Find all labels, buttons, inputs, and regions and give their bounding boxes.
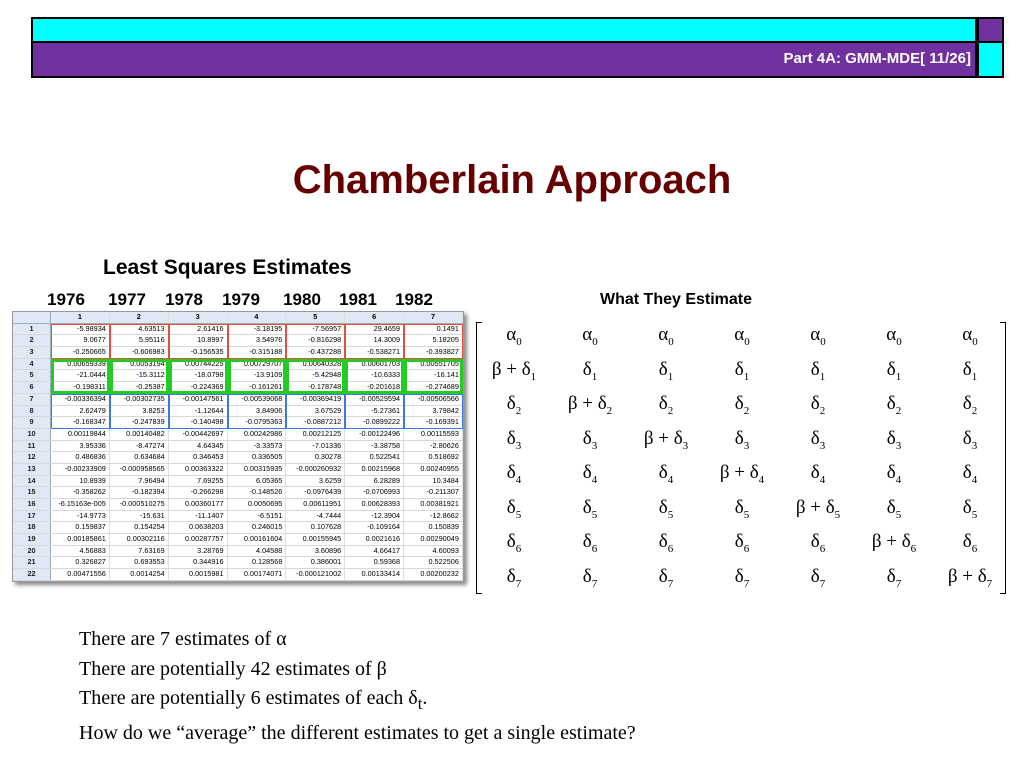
table-cell[interactable]: -13.9109 — [228, 370, 287, 381]
row-header[interactable]: 12 — [13, 452, 51, 463]
row-header[interactable]: 17 — [13, 511, 51, 522]
table-cell[interactable]: 4.60093 — [404, 546, 463, 557]
table-cell[interactable]: -0.00336394 — [51, 394, 110, 405]
table-cell[interactable]: -0.00302735 — [110, 394, 169, 405]
table-row — [13, 487, 463, 499]
table-cell[interactable]: 0.00381921 — [404, 499, 463, 510]
table-cell[interactable]: 0.00133414 — [345, 569, 404, 580]
least-squares-title: Least Squares Estimates — [103, 256, 352, 279]
table-cell[interactable]: -0.201618 — [345, 382, 404, 393]
table-cell[interactable]: 2.62479 — [51, 406, 110, 417]
matrix-cell: $\delta_1$ — [886, 358, 902, 383]
table-row — [13, 394, 463, 406]
table-cell[interactable]: -0.00122496 — [345, 429, 404, 440]
table-cell[interactable]: 4.64345 — [169, 441, 228, 452]
table-cell[interactable]: 0.00363322 — [169, 464, 228, 475]
table-cell[interactable]: -0.148526 — [228, 487, 287, 498]
table-row — [13, 499, 463, 511]
matrix-cell: $\delta_2$ — [962, 393, 978, 417]
table-row — [13, 370, 463, 382]
matrix-cell: $\delta_4$ — [886, 462, 902, 486]
table-cell[interactable]: -0.274689 — [404, 382, 463, 393]
table-cell[interactable]: 0.59368 — [345, 557, 404, 568]
table-cell[interactable]: -0.00529594 — [345, 394, 404, 405]
matrix-cell: $\delta_3$ — [582, 427, 598, 452]
table-cell[interactable]: -0.140498 — [169, 417, 228, 428]
matrix-cell: $\delta_1$ — [810, 358, 826, 383]
note-line-4: How do we “average” the different estimates to get a single estimate? — [79, 721, 636, 744]
matrix-cell: $\delta_5$ — [886, 496, 902, 521]
matrix-cell: $\delta_6$ — [962, 531, 978, 555]
table-cell[interactable]: 0.00659339 — [51, 359, 110, 370]
table-cell[interactable]: 0.00212125 — [286, 429, 345, 440]
table-cell[interactable]: -0.00442697 — [169, 429, 228, 440]
table-cell[interactable]: -18.0798 — [169, 370, 228, 381]
table-cell[interactable]: 0.00155945 — [286, 534, 345, 545]
table-row — [13, 511, 463, 523]
year-label: 1978 — [165, 290, 203, 309]
row-header[interactable]: 5 — [13, 370, 51, 381]
table-cell[interactable]: -12.8662 — [404, 511, 463, 522]
matrix-cell: $\beta + \delta_6$ — [871, 531, 917, 555]
table-cell[interactable]: 0.518692 — [404, 452, 463, 463]
table-cell[interactable]: -0.211307 — [404, 487, 463, 498]
table-cell[interactable]: 3.60896 — [286, 546, 345, 557]
row-header[interactable]: 19 — [13, 534, 51, 545]
matrix-cell: $\delta_1$ — [962, 358, 978, 383]
year-label: 1980 — [283, 290, 321, 309]
row-header[interactable]: 13 — [13, 464, 51, 475]
row-header[interactable]: 8 — [13, 406, 51, 417]
table-cell[interactable]: 0.159837 — [51, 522, 110, 533]
table-cell[interactable]: 3.67529 — [286, 406, 345, 417]
year-label: 1979 — [222, 290, 260, 309]
table-cell[interactable]: 5.95116 — [110, 335, 169, 346]
table-row — [13, 417, 463, 429]
table-cell[interactable]: 14.3009 — [345, 335, 404, 346]
matrix-cell: $\delta_3$ — [962, 427, 978, 452]
table-cell[interactable]: -0.000510275 — [110, 499, 169, 510]
table-cell[interactable]: 0.0050695 — [228, 499, 287, 510]
table-cell[interactable]: 0.344916 — [169, 557, 228, 568]
column-header[interactable]: 6 — [345, 312, 404, 323]
table-cell[interactable]: -4.7444 — [286, 511, 345, 522]
table-cell[interactable]: -8.47274 — [110, 441, 169, 452]
table-row — [13, 359, 463, 371]
column-header[interactable]: 5 — [286, 312, 345, 323]
matrix-cell: $\delta_5$ — [658, 496, 674, 521]
year-label: 1976 — [47, 290, 85, 309]
row-header[interactable]: 7 — [13, 394, 51, 405]
table-row — [13, 406, 463, 418]
spreadsheet — [12, 311, 464, 582]
table-cell[interactable]: 7.96494 — [110, 476, 169, 487]
table-cell[interactable]: -7.56957 — [286, 324, 345, 335]
matrix-cell: $\delta_3$ — [506, 427, 522, 452]
header-bar — [31, 43, 977, 78]
column-header[interactable]: 4 — [228, 312, 287, 323]
table-cell[interactable]: -0.00147561 — [169, 394, 228, 405]
column-header[interactable]: 1 — [51, 312, 110, 323]
matrix-cell: $\beta + \delta_4$ — [719, 462, 765, 486]
table-cell[interactable]: -15.3112 — [110, 370, 169, 381]
table-cell[interactable]: 10.8997 — [169, 335, 228, 346]
table-cell[interactable]: -0.109164 — [345, 522, 404, 533]
table-cell[interactable]: -2.80626 — [404, 441, 463, 452]
matrix-cell: $\delta_5$ — [506, 496, 522, 521]
row-header[interactable]: 2 — [13, 335, 51, 346]
row-header[interactable]: 6 — [13, 382, 51, 393]
table-cell[interactable]: 3.8253 — [110, 406, 169, 417]
table-cell[interactable]: 0.00360177 — [169, 499, 228, 510]
year-label: 1977 — [108, 290, 146, 309]
table-cell[interactable]: -0.000958565 — [110, 464, 169, 475]
table-row — [13, 464, 463, 476]
table-cell[interactable]: 3.28769 — [169, 546, 228, 557]
year-label: 1982 — [395, 290, 433, 309]
row-header[interactable]: 4 — [13, 359, 51, 370]
matrix-cell: $\delta_4$ — [582, 462, 598, 486]
table-cell[interactable]: -0.156535 — [169, 347, 228, 358]
table-cell[interactable]: 0.00471556 — [51, 569, 110, 580]
table-cell[interactable]: 0.00215968 — [345, 464, 404, 475]
matrix-cell: $\delta_7$ — [886, 565, 902, 590]
matrix-cell: $\delta_7$ — [506, 565, 522, 590]
table-cell[interactable]: -0.198311 — [51, 382, 110, 393]
column-header[interactable]: 2 — [110, 312, 169, 323]
table-cell[interactable]: -0.000121002 — [286, 569, 345, 580]
matrix-cell: $\delta_1$ — [582, 358, 598, 383]
table-row — [13, 557, 463, 569]
note-line-1: There are 7 estimates of α — [79, 628, 287, 650]
header-top-square — [977, 17, 1004, 43]
table-row — [13, 476, 463, 488]
row-header[interactable]: 21 — [13, 557, 51, 568]
table-cell[interactable]: 0.0021616 — [345, 534, 404, 545]
table-cell[interactable]: -3.33573 — [228, 441, 287, 452]
matrix-cell: $\delta_4$ — [506, 462, 522, 486]
table-cell[interactable]: -0.266298 — [169, 487, 228, 498]
table-cell[interactable]: 0.00551705 — [404, 359, 463, 370]
table-cell[interactable]: 0.30278 — [286, 452, 345, 463]
table-cell[interactable]: 0.00611951 — [286, 499, 345, 510]
table-cell[interactable]: -11.1407 — [169, 511, 228, 522]
matrix-cell: $\delta_1$ — [658, 358, 674, 383]
table-cell[interactable]: -6.5151 — [228, 511, 287, 522]
table-cell[interactable]: -0.393827 — [404, 347, 463, 358]
table-cell[interactable]: 0.00140482 — [110, 429, 169, 440]
table-cell[interactable]: 0.00119844 — [51, 429, 110, 440]
table-cell[interactable]: -0.00506566 — [404, 394, 463, 405]
table-row — [13, 569, 463, 581]
table-cell[interactable]: -0.437288 — [286, 347, 345, 358]
row-header[interactable]: 16 — [13, 499, 51, 510]
matrix-cell: $\delta_3$ — [734, 427, 750, 452]
row-header[interactable]: 1 — [13, 324, 51, 335]
row-header[interactable]: 9 — [13, 417, 51, 428]
table-cell[interactable]: 0.00200232 — [404, 569, 463, 580]
header-bar-square — [977, 43, 1004, 78]
table-cell[interactable]: -0.178748 — [286, 382, 345, 393]
table-cell[interactable]: 7.63169 — [110, 546, 169, 557]
table-cell[interactable]: 0.00640328 — [286, 359, 345, 370]
table-row — [13, 546, 463, 558]
year-label: 1981 — [339, 290, 377, 309]
note-line-2: There are potentially 42 estimates of β — [79, 657, 387, 680]
row-header[interactable]: 22 — [13, 569, 51, 580]
notes — [79, 625, 636, 748]
matrix-cell: $\delta_7$ — [810, 565, 826, 590]
table-cell[interactable]: -0.161261 — [228, 382, 287, 393]
table-cell[interactable]: 6.05365 — [228, 476, 287, 487]
header-top-bar — [31, 17, 977, 43]
matrix-cell: $\delta_5$ — [582, 496, 598, 521]
row-header[interactable]: 15 — [13, 487, 51, 498]
table-cell[interactable]: 0.336505 — [228, 452, 287, 463]
table-cell[interactable]: -0.000260932 — [286, 464, 345, 475]
matrix-cell: $\alpha_0$ — [810, 324, 826, 348]
table-cell[interactable]: -0.0706993 — [345, 487, 404, 498]
row-header[interactable]: 3 — [13, 347, 51, 358]
matrix-cell: $\alpha_0$ — [962, 324, 978, 348]
row-header[interactable]: 14 — [13, 476, 51, 487]
matrix-cell: $\delta_2$ — [506, 393, 522, 417]
slide-title: Chamberlain Approach — [292, 158, 732, 202]
table-cell[interactable]: 0.00240955 — [404, 464, 463, 475]
table-cell[interactable]: -0.538271 — [345, 347, 404, 358]
table-cell[interactable]: -10.6333 — [345, 370, 404, 381]
year-labels — [12, 290, 468, 310]
row-header[interactable]: 10 — [13, 429, 51, 440]
matrix-cell: $\delta_7$ — [582, 565, 598, 590]
matrix-cell: $\delta_3$ — [810, 427, 826, 452]
table-cell[interactable]: -0.00369419 — [286, 394, 345, 405]
matrix-cell: $\alpha_0$ — [734, 324, 750, 348]
table-cell[interactable]: -14.9773 — [51, 511, 110, 522]
matrix-cell: $\delta_6$ — [582, 531, 598, 555]
table-cell[interactable]: 4.04588 — [228, 546, 287, 557]
table-cell[interactable]: 0.693553 — [110, 557, 169, 568]
row-header[interactable]: 20 — [13, 546, 51, 557]
row-header[interactable]: 18 — [13, 522, 51, 533]
table-cell[interactable]: -0.168347 — [51, 417, 110, 428]
table-cell[interactable]: -0.224369 — [169, 382, 228, 393]
matrix-cell: $\delta_3$ — [886, 427, 902, 452]
note-line-3: There are potentially 6 estimates of each $\delta_t$. — [79, 687, 428, 713]
table-row — [13, 324, 463, 336]
estimate-matrix — [476, 322, 1006, 594]
table-cell[interactable]: -0.25387 — [110, 382, 169, 393]
matrix-cell: $\delta_2$ — [658, 393, 674, 417]
table-cell[interactable]: 0.00744225 — [169, 359, 228, 370]
table-cell[interactable]: -5.98934 — [51, 324, 110, 335]
table-cell[interactable]: 4.56883 — [51, 546, 110, 557]
table-cell[interactable]: 0.0014254 — [110, 569, 169, 580]
table-cell[interactable]: 0.522506 — [404, 557, 463, 568]
table-cell[interactable]: -0.00233909 — [51, 464, 110, 475]
table-cell[interactable]: -6.15163e-005 — [51, 499, 110, 510]
table-cell[interactable]: -15.631 — [110, 511, 169, 522]
table-cell[interactable]: -0.169391 — [404, 417, 463, 428]
table-cell[interactable]: 0.00729707 — [228, 359, 287, 370]
table-row — [13, 522, 463, 534]
matrix-cell: $\delta_1$ — [734, 358, 750, 383]
table-cell[interactable]: 0.00174071 — [228, 569, 287, 580]
table-row — [13, 452, 463, 464]
matrix-cell: $\delta_2$ — [734, 393, 750, 417]
table-cell[interactable]: -0.0887212 — [286, 417, 345, 428]
corner-cell[interactable] — [13, 312, 51, 323]
table-cell[interactable]: -0.247839 — [110, 417, 169, 428]
matrix-cell: $\delta_5$ — [962, 496, 978, 521]
slide-label: Part 4A: GMM-MDE[ 11/26] — [783, 50, 971, 67]
matrix-cell: $\delta_6$ — [658, 531, 674, 555]
table-cell[interactable]: -0.358262 — [51, 487, 110, 498]
table-cell[interactable]: 0.00302116 — [110, 534, 169, 545]
table-cell[interactable]: -1.12644 — [169, 406, 228, 417]
matrix-cell: $\delta_5$ — [734, 496, 750, 521]
matrix-cell: $\beta + \delta_3$ — [643, 427, 689, 452]
table-cell[interactable]: -0.606983 — [110, 347, 169, 358]
table-cell[interactable]: 3.95336 — [51, 441, 110, 452]
spreadsheet-header-row — [13, 312, 463, 324]
table-cell[interactable]: -5.42948 — [286, 370, 345, 381]
matrix-cell: $\delta_4$ — [810, 462, 826, 486]
table-cell[interactable]: 7.69255 — [169, 476, 228, 487]
matrix-cell: $\beta + \delta_1$ — [491, 358, 537, 383]
table-cell[interactable]: 0.00315935 — [228, 464, 287, 475]
table-cell[interactable]: 3.54976 — [228, 335, 287, 346]
table-cell[interactable]: 0.634684 — [110, 452, 169, 463]
table-cell[interactable]: 0.107628 — [286, 522, 345, 533]
table-cell[interactable]: -0.250665 — [51, 347, 110, 358]
matrix-cell: $\alpha_0$ — [582, 324, 598, 348]
table-cell[interactable]: 0.128568 — [228, 557, 287, 568]
table-cell[interactable]: 0.00161604 — [228, 534, 287, 545]
table-row — [13, 429, 463, 441]
table-cell[interactable]: -3.18195 — [228, 324, 287, 335]
table-cell[interactable]: 0.0053194 — [110, 359, 169, 370]
table-cell[interactable]: -21.0444 — [51, 370, 110, 381]
row-header[interactable]: 11 — [13, 441, 51, 452]
table-cell[interactable]: 4.66417 — [345, 546, 404, 557]
table-cell[interactable]: 0.00185861 — [51, 534, 110, 545]
matrix-cell: $\delta_6$ — [810, 531, 826, 555]
table-cell[interactable]: 29.4659 — [345, 324, 404, 335]
table-cell[interactable]: 0.0638203 — [169, 522, 228, 533]
matrix-cell: $\delta_7$ — [658, 565, 674, 590]
table-row — [13, 382, 463, 394]
table-cell[interactable]: -16.141 — [404, 370, 463, 381]
table-cell[interactable]: -0.315188 — [228, 347, 287, 358]
table-row — [13, 335, 463, 347]
table-cell[interactable]: -0.182394 — [110, 487, 169, 498]
table-cell[interactable]: 0.154254 — [110, 522, 169, 533]
table-cell[interactable]: 0.150839 — [404, 522, 463, 533]
matrix-cell: $\delta_4$ — [962, 462, 978, 486]
matrix-cell: $\beta + \delta_7$ — [947, 565, 993, 590]
table-cell[interactable]: 5.18205 — [404, 335, 463, 346]
table-cell[interactable]: -5.27361 — [345, 406, 404, 417]
table-cell[interactable]: 6.28289 — [345, 476, 404, 487]
table-cell[interactable]: 3.84906 — [228, 406, 287, 417]
table-row — [13, 441, 463, 453]
matrix-cell: $\delta_4$ — [658, 462, 674, 486]
table-cell[interactable]: 0.486836 — [51, 452, 110, 463]
matrix-cell: $\delta_2$ — [886, 393, 902, 417]
matrix-cell: $\alpha_0$ — [658, 324, 674, 348]
matrix-cell: $\alpha_0$ — [886, 324, 902, 348]
table-cell[interactable]: 0.0015981 — [169, 569, 228, 580]
table-cell[interactable]: 4.63513 — [110, 324, 169, 335]
table-cell[interactable]: 9.0677 — [51, 335, 110, 346]
table-cell[interactable]: 3.6259 — [286, 476, 345, 487]
table-cell[interactable]: 0.386001 — [286, 557, 345, 568]
matrix-cell: $\beta + \delta_5$ — [795, 496, 841, 521]
table-cell[interactable]: -0.0976439 — [286, 487, 345, 498]
table-cell[interactable]: 3.79842 — [404, 406, 463, 417]
table-cell[interactable]: 0.1491 — [404, 324, 463, 335]
table-cell[interactable]: -0.0899222 — [345, 417, 404, 428]
table-cell[interactable]: 10.3484 — [404, 476, 463, 487]
table-cell[interactable]: 0.00287757 — [169, 534, 228, 545]
table-cell[interactable]: -0.0795363 — [228, 417, 287, 428]
table-cell[interactable]: -12.3904 — [345, 511, 404, 522]
table-cell[interactable]: 0.00628393 — [345, 499, 404, 510]
table-cell[interactable]: 0.522541 — [345, 452, 404, 463]
matrix-cell: $\delta_6$ — [734, 531, 750, 555]
table-cell[interactable]: 0.246015 — [228, 522, 287, 533]
table-cell[interactable]: 2.61416 — [169, 324, 228, 335]
table-cell[interactable]: 0.00242986 — [228, 429, 287, 440]
table-cell[interactable]: -0.816298 — [286, 335, 345, 346]
table-row — [13, 347, 463, 359]
matrix-cell: $\alpha_0$ — [506, 324, 522, 348]
table-cell[interactable]: 0.00290049 — [404, 534, 463, 545]
table-cell[interactable]: 10.8939 — [51, 476, 110, 487]
matrix-cell: $\delta_7$ — [734, 565, 750, 590]
matrix-cell: $\beta + \delta_2$ — [567, 393, 613, 417]
table-cell[interactable]: -3.38758 — [345, 441, 404, 452]
table-cell[interactable]: 0.326827 — [51, 557, 110, 568]
table-cell[interactable]: 0.00601703 — [345, 359, 404, 370]
table-cell[interactable]: -7.01336 — [286, 441, 345, 452]
table-row — [13, 534, 463, 546]
matrix-cell: $\delta_2$ — [810, 393, 826, 417]
matrix-cell: $\delta_6$ — [506, 531, 522, 555]
column-header[interactable]: 7 — [404, 312, 463, 323]
table-cell[interactable]: 0.346453 — [169, 452, 228, 463]
what-they-estimate-title: What They Estimate — [600, 291, 753, 308]
column-header[interactable]: 3 — [169, 312, 228, 323]
table-cell[interactable]: -0.00539068 — [228, 394, 287, 405]
table-cell[interactable]: 0.00115593 — [404, 429, 463, 440]
